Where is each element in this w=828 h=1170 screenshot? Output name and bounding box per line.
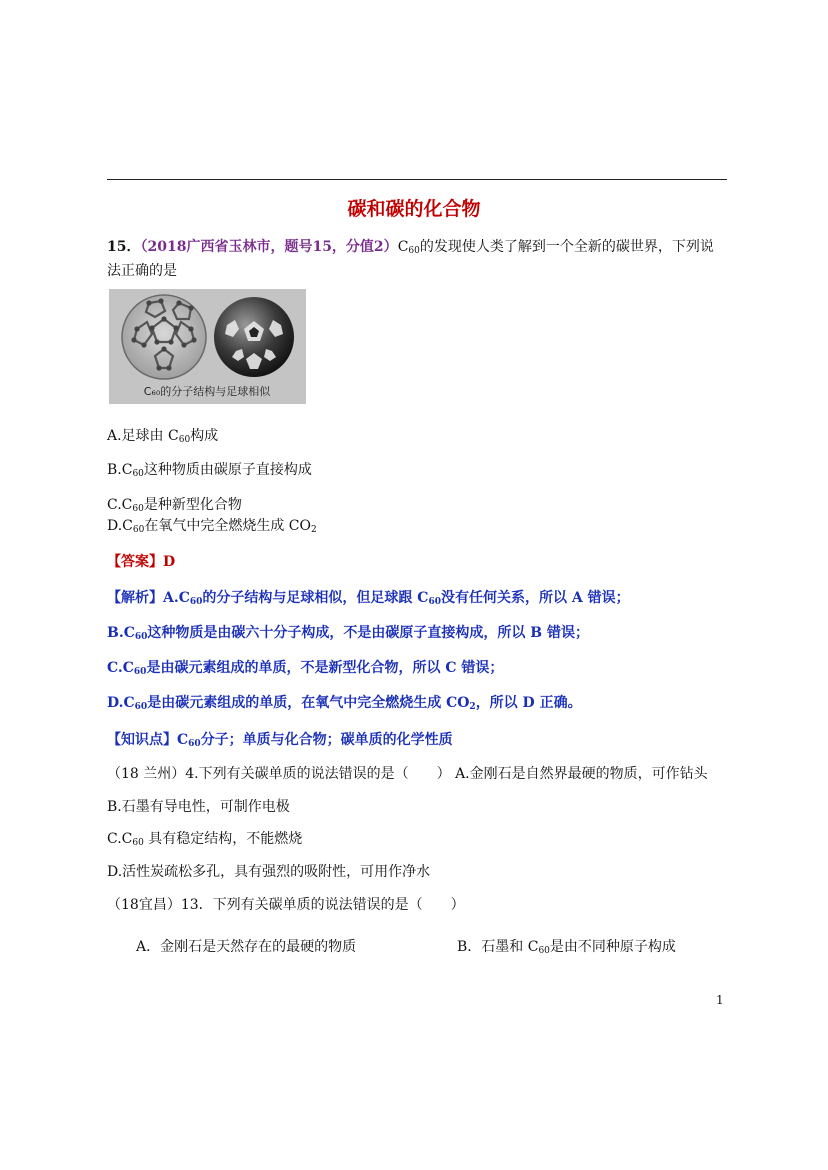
knowledge-points: 【知识点】$C_{60}$分子；单质与化合物；碳单质的化学性质 [107,732,453,749]
answer-label: 【答案】 [107,554,163,570]
yichang-question-stem: （18宜昌）13．下列有关碳单质的说法错误的是（ ） [107,897,465,913]
option-c: $C.C_{60}$是种新型化合物 [107,497,242,514]
c60-molecule-icon [122,295,206,379]
page-title: 碳和碳的化合物 [347,198,481,220]
answer-line [107,551,175,571]
option-d: $D.C_{60}$在氧气中完全燃烧生成 $CO_2$ [107,518,317,535]
lanzhou-question-stem: （18 兰州）4.下列有关碳单质的说法错误的是（ ） A.金刚石是自然界最硬的物质，可作钻头 [107,766,708,782]
question-number: 15． [107,239,141,255]
lanzhou-option-b: B.石墨有导电性，可制作电极 [107,799,290,815]
c60-football-image [109,289,306,404]
analysis-line-4: $D.C_{60}$是由碳元素组成的单质，在氧气中完全燃烧生成 $CO_2$，所以 D 正确。 [107,695,582,712]
question-15-stem-cont: 法正确的是 [107,263,177,279]
figure-caption: C₆₀的分子结构与足球相似 [143,385,271,398]
answer-value: D [163,554,176,570]
option-b: $B.C_{60}$这种物质由碳原子直接构成 [107,462,312,479]
lanzhou-option-d: D.活性炭疏松多孔，具有强烈的吸附性，可用作净水 [107,864,431,880]
question-15-stem: 15．（2018广西省玉林市，题号15，分值$2)C_{60}$的发现使人类了解到一个全新的碳世界，下列说 [107,239,714,256]
analysis-line-1: 【解析】$A.C_{60}$的分子结构与足球相似，但足球跟 $C_{60}$没有任何关系，所以 A 错误； [107,590,630,607]
c60-figure [109,289,306,404]
question-source: （2018广西省玉林市，题号15，分值2） [140,239,398,255]
analysis-line-2: $B.C_{60}$这种物质是由碳六十分子构成，不是由碳原子直接构成，所以 B 错误； [107,625,589,642]
football-icon [214,297,294,377]
page-number: 1 [716,993,724,1007]
header-rule [107,179,727,180]
yichang-option-b: B．石墨和 $C_{60}$是由不同种原子构成 [457,939,676,956]
option-a: A.足球由 $C_{60}$构成 [107,428,219,445]
yichang-option-a: A．金刚石是天然存在的最硬的物质 [136,939,357,955]
analysis-line-3: $C.C_{60}$是由碳元素组成的单质，不是新型化合物，所以 C 错误； [107,660,504,677]
lanzhou-option-c: $C.C_{60}$ 具有稳定结构，不能燃烧 [107,831,303,848]
